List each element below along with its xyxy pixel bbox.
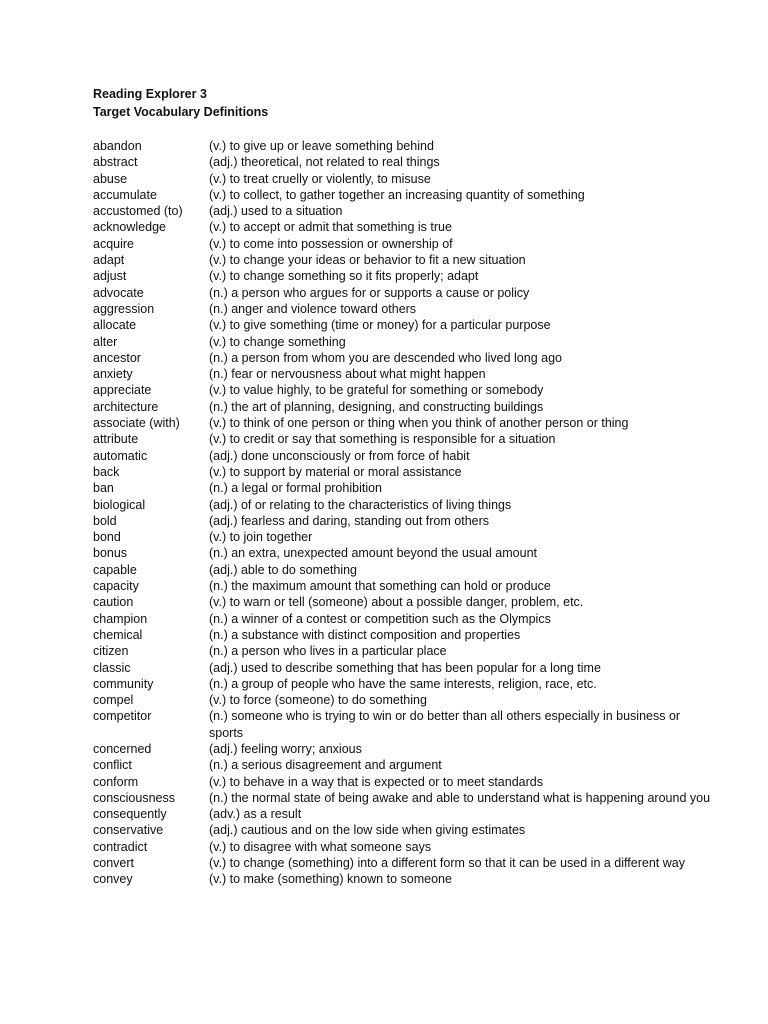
vocabulary-term: convey xyxy=(93,872,133,887)
vocabulary-term: bond xyxy=(93,530,121,545)
vocabulary-entry xyxy=(93,464,713,480)
vocabulary-definition: (v.) to come into possession or ownership of xyxy=(209,236,453,251)
vocabulary-term: competitor xyxy=(93,709,152,724)
vocabulary-definition: (v.) to value highly, to be grateful for something or somebody xyxy=(209,383,544,398)
vocabulary-definition: (adj.) used to describe something that has been popular for a long time xyxy=(209,660,601,675)
vocabulary-entry xyxy=(93,334,713,350)
vocabulary-entry xyxy=(93,529,713,545)
vocabulary-term: convert xyxy=(93,856,134,871)
vocabulary-entry xyxy=(93,301,713,317)
vocabulary-entry xyxy=(93,562,713,578)
vocabulary-term: capable xyxy=(93,562,137,577)
vocabulary-entry xyxy=(93,692,713,708)
vocabulary-term: ban xyxy=(93,481,114,496)
vocabulary-definition: (v.) to collect, to gather together an increasing quantity of something xyxy=(209,187,585,202)
vocabulary-entry xyxy=(93,611,713,627)
vocabulary-term: acknowledge xyxy=(93,220,166,235)
vocabulary-term: back xyxy=(93,464,120,479)
vocabulary-definition: (v.) to behave in a way that is expected or to meet standards xyxy=(209,774,543,789)
vocabulary-definition: (v.) to join together xyxy=(209,530,313,545)
vocabulary-term: acquire xyxy=(93,236,134,251)
vocabulary-term: classic xyxy=(93,660,131,675)
vocabulary-definition: (n.) a legal or formal prohibition xyxy=(209,481,382,496)
vocabulary-term: conflict xyxy=(93,758,132,773)
vocabulary-term: alter xyxy=(93,334,118,349)
vocabulary-definition: (n.) anger and violence toward others xyxy=(209,301,417,316)
vocabulary-term: abuse xyxy=(93,171,128,186)
vocabulary-entry xyxy=(93,382,713,398)
vocabulary-term: anxiety xyxy=(93,367,133,382)
vocabulary-definition: (n.) a person who lives in a particular place xyxy=(209,644,447,659)
vocabulary-definition: (v.) to think of one person or thing when you think of another person or thing xyxy=(209,416,629,431)
vocabulary-definition: (adj.) fearless and daring, standing out from others xyxy=(209,513,490,528)
vocabulary-definition: (adj.) of or relating to the characteristics of living things xyxy=(209,497,512,512)
vocabulary-entry xyxy=(93,643,713,659)
vocabulary-term: automatic xyxy=(93,448,148,463)
vocabulary-definition: (v.) to disagree with what someone says xyxy=(209,839,432,854)
vocabulary-definition: (adj.) theoretical, not related to real things xyxy=(209,155,440,170)
vocabulary-term: citizen xyxy=(93,644,129,659)
vocabulary-definition: (n.) the maximum amount that something can hold or produce xyxy=(209,579,551,594)
vocabulary-term: capacity xyxy=(93,579,139,594)
vocabulary-term: compel xyxy=(93,693,134,708)
vocabulary-entry xyxy=(93,676,713,692)
vocabulary-term: consequently xyxy=(93,807,167,822)
vocabulary-list xyxy=(93,138,713,888)
vocabulary-term: attribute xyxy=(93,432,139,447)
vocabulary-entry xyxy=(93,317,713,333)
vocabulary-entry xyxy=(93,187,713,203)
vocabulary-entry xyxy=(93,268,713,284)
vocabulary-entry xyxy=(93,660,713,676)
vocabulary-definition: (v.) to change your ideas or behavior to fit a new situation xyxy=(209,253,526,268)
vocabulary-term: accumulate xyxy=(93,187,157,202)
vocabulary-term: caution xyxy=(93,595,134,610)
vocabulary-entry xyxy=(93,839,713,855)
vocabulary-term: biological xyxy=(93,497,146,512)
vocabulary-definition: (adj.) used to a situation xyxy=(209,204,343,219)
vocabulary-entry xyxy=(93,203,713,219)
vocabulary-entry xyxy=(93,285,713,301)
vocabulary-term: bonus xyxy=(93,546,128,561)
vocabulary-entry xyxy=(93,790,713,806)
vocabulary-term: allocate xyxy=(93,318,137,333)
vocabulary-term: adjust xyxy=(93,269,127,284)
vocabulary-term: concerned xyxy=(93,741,152,756)
vocabulary-term: appreciate xyxy=(93,383,152,398)
vocabulary-entry xyxy=(93,138,713,154)
vocabulary-entry xyxy=(93,366,713,382)
vocabulary-definition: (v.) to give up or leave something behind xyxy=(209,139,434,153)
vocabulary-entry xyxy=(93,236,713,252)
vocabulary-definition: (adj.) feeling worry; anxious xyxy=(209,741,362,756)
vocabulary-definition: (adj.) able to do something xyxy=(209,562,358,577)
vocabulary-entry xyxy=(93,774,713,790)
vocabulary-definition: (v.) to change (something) into a different form so that it can be used in a different way xyxy=(209,856,685,871)
vocabulary-term: accustomed (to) xyxy=(93,204,183,219)
vocabulary-term: contradict xyxy=(93,839,148,854)
vocabulary-entry xyxy=(93,545,713,561)
vocabulary-definition: (v.) to change something xyxy=(209,334,346,349)
vocabulary-definition: (adj.) cautious and on the low side when giving estimates xyxy=(209,823,526,838)
vocabulary-entry xyxy=(93,806,713,822)
vocabulary-definition: (v.) to credit or say that something is responsible for a situation xyxy=(209,432,556,447)
vocabulary-term: champion xyxy=(93,611,148,626)
vocabulary-entry xyxy=(93,219,713,235)
vocabulary-definition: (v.) to change something so it fits properly; adapt xyxy=(209,269,479,284)
vocabulary-definition: (n.) someone who is trying to win or do better than all others especially in business or sports xyxy=(209,709,681,740)
vocabulary-entry xyxy=(93,627,713,643)
vocabulary-definition: (v.) to give something (time or money) for a particular purpose xyxy=(209,318,551,333)
vocabulary-term: bold xyxy=(93,513,117,528)
vocabulary-term: abstract xyxy=(93,155,138,170)
vocabulary-definition: (adv.) as a result xyxy=(209,807,302,822)
vocabulary-entry xyxy=(93,855,713,871)
vocabulary-entry xyxy=(93,252,713,268)
vocabulary-term: community xyxy=(93,676,154,691)
vocabulary-term: consciousness xyxy=(93,790,175,805)
vocabulary-entry xyxy=(93,399,713,415)
vocabulary-entry xyxy=(93,741,713,757)
document-subtitle: Target Vocabulary Definitions xyxy=(93,105,269,119)
vocabulary-entry xyxy=(93,513,713,529)
vocabulary-entry xyxy=(93,594,713,610)
vocabulary-term: advocate xyxy=(93,285,144,300)
vocabulary-entry xyxy=(93,822,713,838)
vocabulary-entry xyxy=(93,497,713,513)
vocabulary-definition: (n.) the normal state of being awake and able to understand what is happening around you xyxy=(209,790,711,805)
vocabulary-entry xyxy=(93,708,713,741)
vocabulary-definition: (n.) an extra, unexpected amount beyond the usual amount xyxy=(209,546,537,561)
vocabulary-term: chemical xyxy=(93,627,143,642)
vocabulary-definition: (v.) to make (something) known to someone xyxy=(209,872,452,887)
vocabulary-entry xyxy=(93,415,713,431)
vocabulary-entry xyxy=(93,154,713,170)
vocabulary-term: conform xyxy=(93,774,139,789)
vocabulary-term: associate (with) xyxy=(93,416,180,431)
vocabulary-entry xyxy=(93,480,713,496)
document-page xyxy=(93,85,713,888)
vocabulary-term: conservative xyxy=(93,823,164,838)
vocabulary-entry xyxy=(93,171,713,187)
vocabulary-entry xyxy=(93,871,713,887)
vocabulary-entry xyxy=(93,448,713,464)
vocabulary-definition: (n.) a group of people who have the same interests, religion, race, etc. xyxy=(209,676,597,691)
vocabulary-entry xyxy=(93,431,713,447)
vocabulary-definition: (n.) a substance with distinct composition and properties xyxy=(209,627,521,642)
vocabulary-definition: (v.) to warn or tell (someone) about a possible danger, problem, etc. xyxy=(209,595,584,610)
vocabulary-definition: (v.) to force (someone) to do something xyxy=(209,693,427,708)
vocabulary-definition: (n.) a serious disagreement and argument xyxy=(209,758,442,773)
vocabulary-term: ancestor xyxy=(93,350,141,365)
vocabulary-entry xyxy=(93,578,713,594)
vocabulary-definition: (v.) to treat cruelly or violently, to misuse xyxy=(209,171,431,186)
vocabulary-definition: (v.) to support by material or moral assistance xyxy=(209,464,462,479)
vocabulary-term: adapt xyxy=(93,253,125,268)
vocabulary-term: abandon xyxy=(93,139,142,153)
document-title: Reading Explorer 3 xyxy=(93,87,207,101)
vocabulary-term: aggression xyxy=(93,301,155,316)
vocabulary-entry xyxy=(93,350,713,366)
vocabulary-definition: (v.) to accept or admit that something is true xyxy=(209,220,452,235)
vocabulary-term: architecture xyxy=(93,399,159,414)
vocabulary-definition: (n.) a winner of a contest or competition such as the Olympics xyxy=(209,611,551,626)
vocabulary-definition: (n.) a person who argues for or supports a cause or policy xyxy=(209,285,530,300)
vocabulary-definition: (n.) fear or nervousness about what might happen xyxy=(209,367,486,382)
vocabulary-definition: (n.) the art of planning, designing, and constructing buildings xyxy=(209,399,544,414)
vocabulary-entry xyxy=(93,757,713,773)
vocabulary-definition: (adj.) done unconsciously or from force of habit xyxy=(209,448,470,463)
vocabulary-definition: (n.) a person from whom you are descended who lived long ago xyxy=(209,350,562,365)
